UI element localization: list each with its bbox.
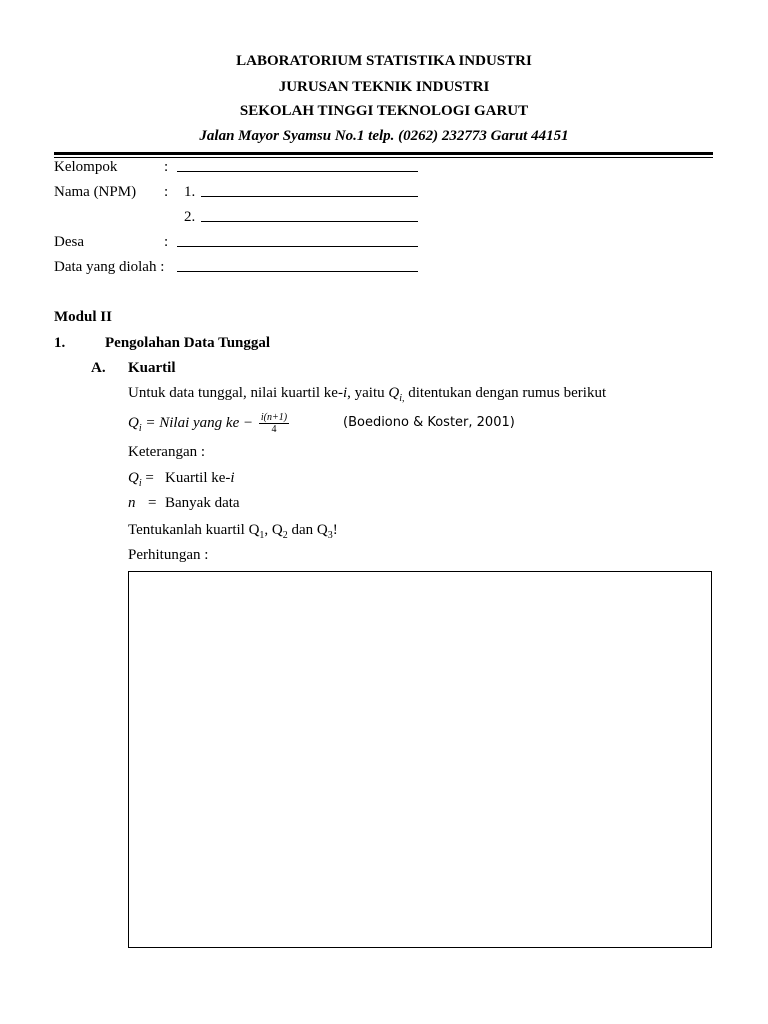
desa-colon: : — [164, 234, 169, 250]
nama-num-1: 1. — [184, 184, 196, 200]
calculation-box[interactable] — [128, 571, 712, 948]
nama-num-2: 2. — [184, 209, 196, 225]
quartile-formula: $Q_i$ = Nilai yang ke − $\frac{i(n+1)}{4}$ — [128, 412, 288, 436]
kelompok-colon: : — [164, 159, 169, 175]
citation: (Boediono & Koster, 2001) — [343, 415, 515, 430]
keterangan-label: Keterangan : — [128, 444, 206, 460]
section-title: Pengolahan Data Tunggal — [105, 335, 271, 351]
def-qi-text: Kuartil ke-i — [165, 470, 235, 486]
perhitungan-label: Perhitungan : — [128, 547, 209, 563]
data-diolah-label: Data yang diolah : — [54, 259, 165, 275]
def-n-symbol: n — [128, 495, 136, 511]
school-name: SEKOLAH TINGGI TEKNOLOGI GARUT — [239, 103, 529, 119]
kelompok-label: Kelompok — [54, 159, 118, 175]
desa-label: Desa — [54, 234, 84, 250]
subsection-title: Kuartil — [128, 360, 176, 376]
desa-field[interactable] — [177, 233, 418, 247]
department-name: JURUSAN TEKNIK INDUSTRI — [278, 79, 490, 95]
def-n-equals: = — [148, 495, 157, 511]
kelompok-field[interactable] — [177, 158, 418, 172]
def-qi-symbol: $Q_i$ = — [128, 470, 154, 489]
module-title: Modul II — [54, 309, 112, 325]
section-number: 1. — [54, 335, 66, 351]
nama-label: Nama (NPM) — [54, 184, 137, 200]
nama-field-2[interactable] — [201, 208, 418, 222]
nama-colon: : — [164, 184, 169, 200]
header-rule-thick — [54, 152, 713, 155]
subsection-number: A. — [91, 360, 106, 376]
def-n-text: Banyak data — [165, 495, 240, 511]
formula-fraction: $\frac{i(n+1)}{4}$ — [260, 412, 288, 436]
task-text: Tentukanlah kuartil $Q_1$, $Q_2$ dan $Q_3$! — [128, 522, 338, 541]
data-diolah-field[interactable] — [177, 258, 418, 272]
address: Jalan Mayor Syamsu No.1 telp. (0262) 232773 Garut 44151 — [199, 128, 569, 144]
nama-field-1[interactable] — [201, 183, 418, 197]
intro-text: Untuk data tunggal, nilai kuartil ke-i, yaitu $Q_{i,}$ ditentukan dengan rumus berikut — [128, 385, 607, 404]
lab-name: LABORATORIUM STATISTIKA INDUSTRI — [236, 53, 532, 69]
